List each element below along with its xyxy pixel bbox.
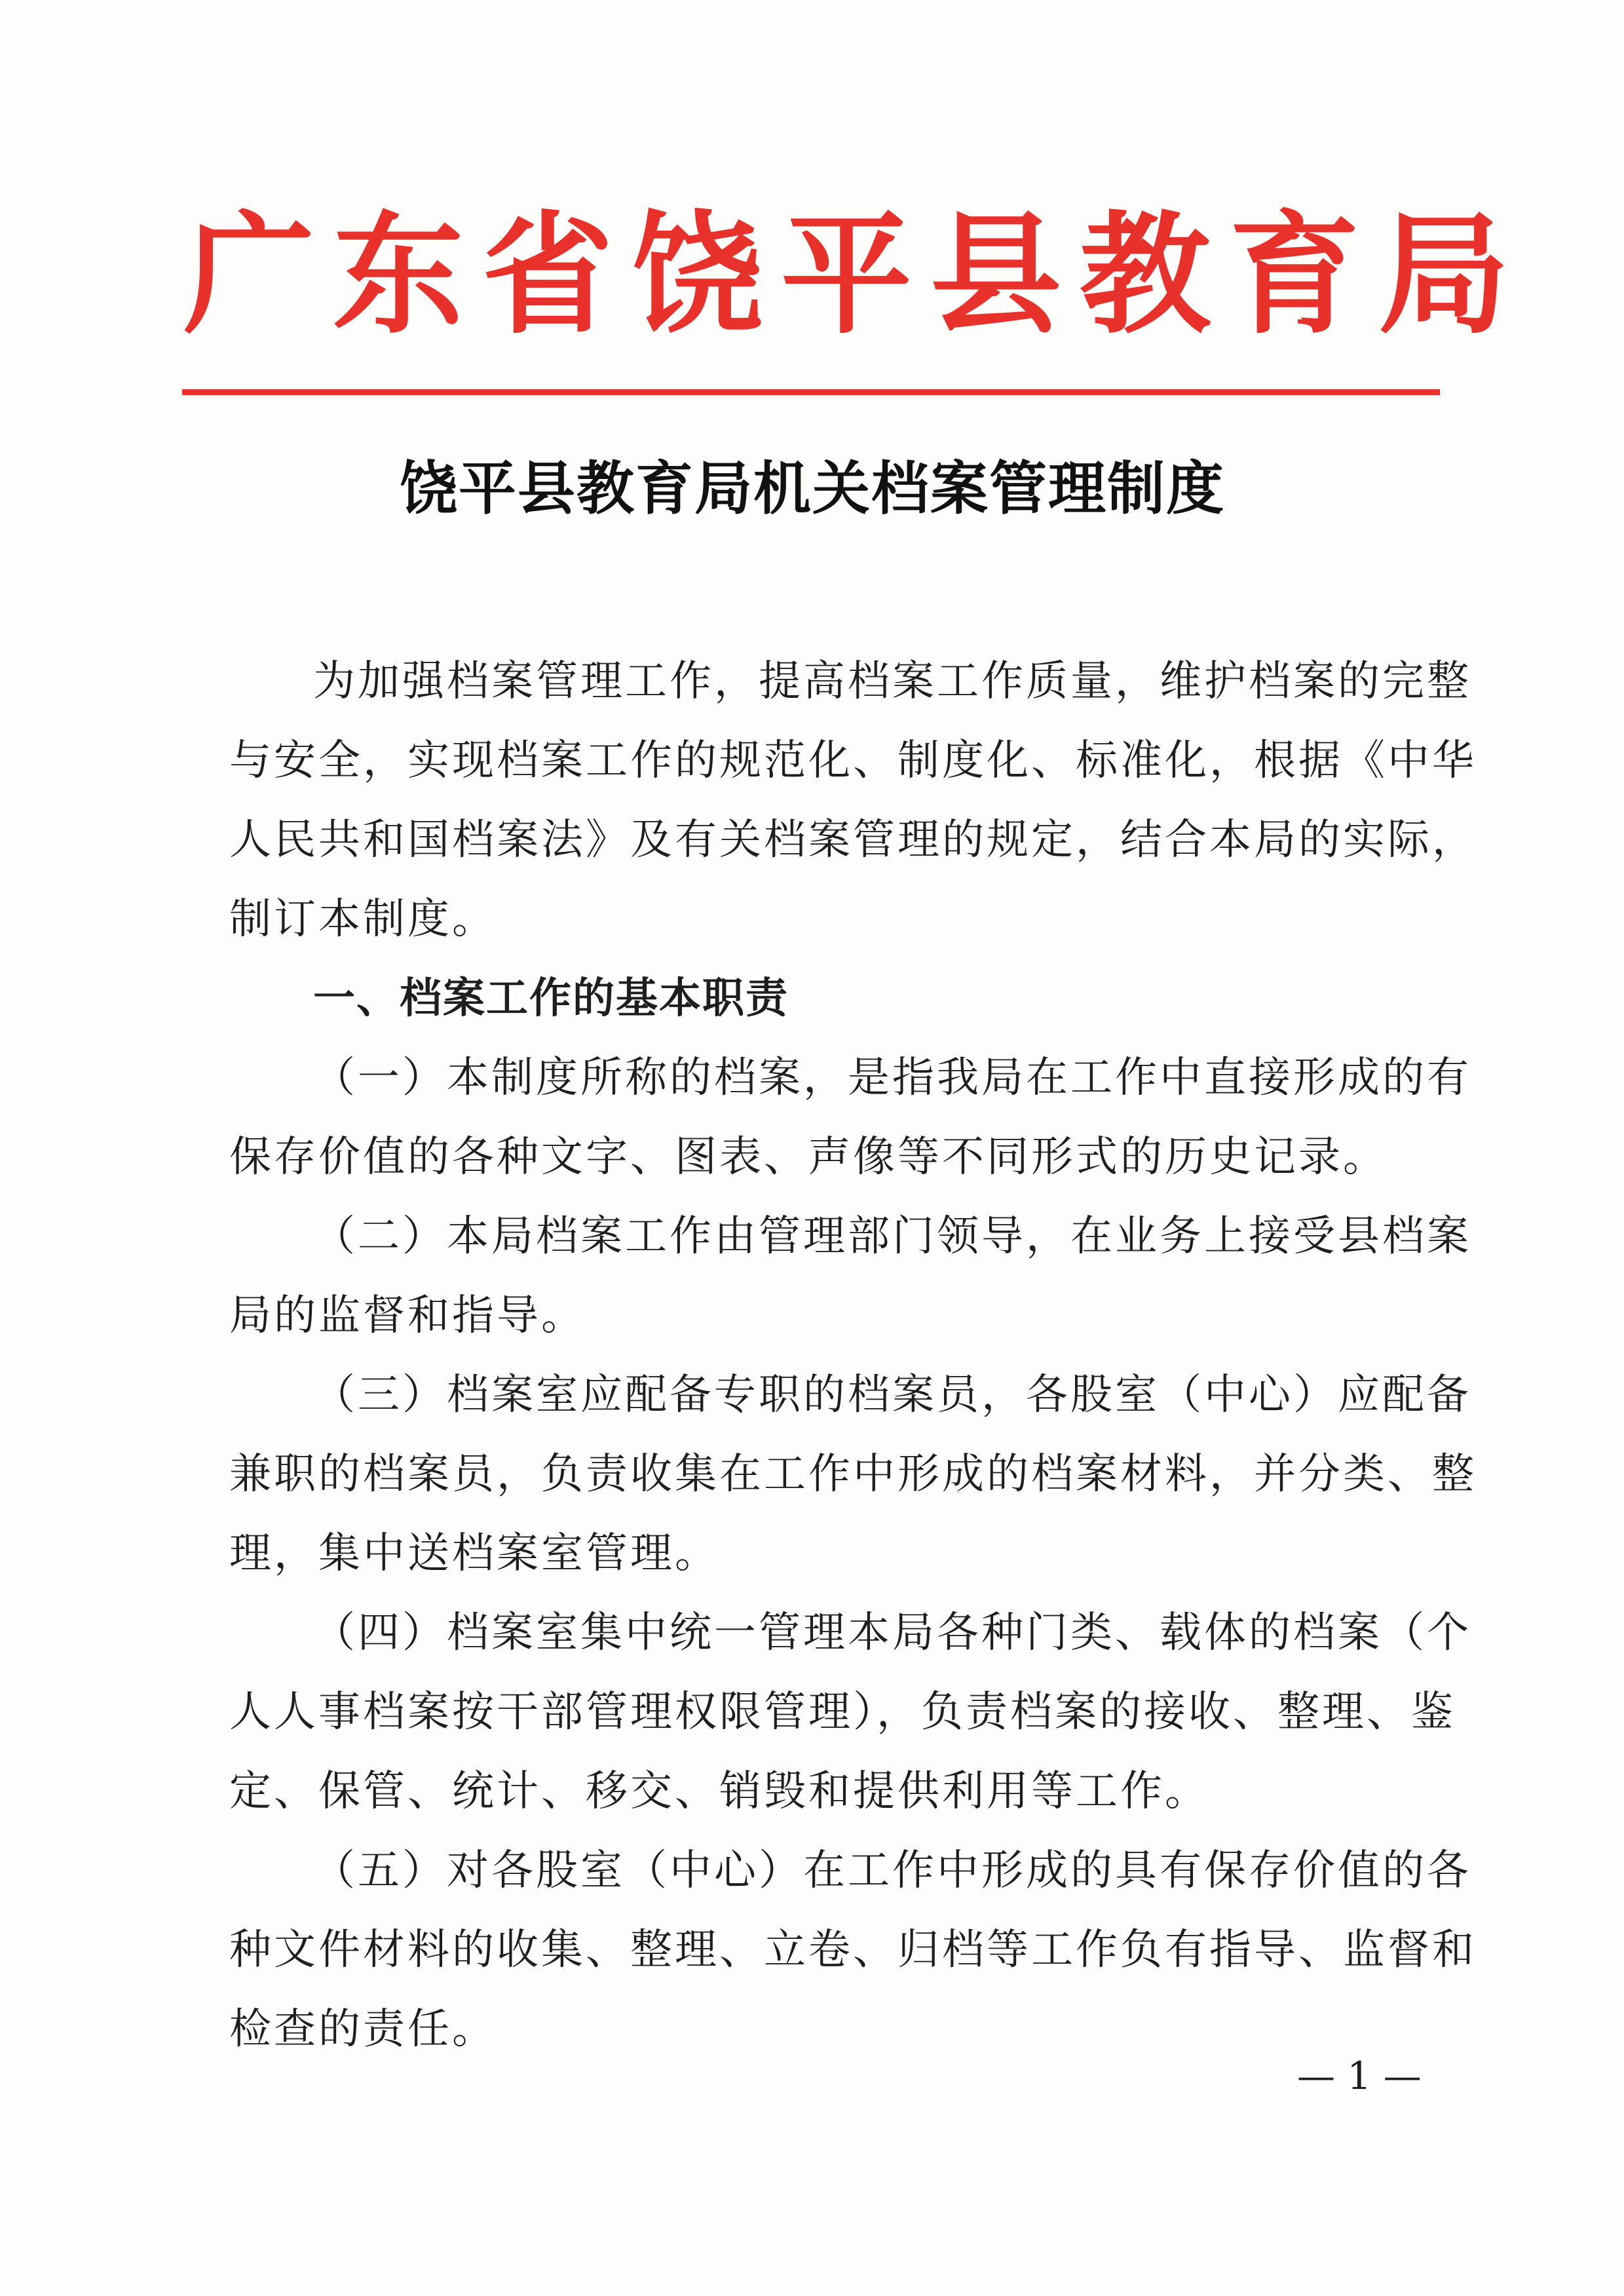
text-line: 为加强档案管理工作，提高档案工作质量，维护档案的完整 [313, 657, 1471, 706]
text-line: （三）档案室应配备专职的档案员，各股室（中心）应配备 [313, 1371, 1471, 1419]
text-line: （一）本制度所称的档案，是指我局在工作中直接形成的有 [313, 1054, 1471, 1102]
clause-5 [229, 1831, 1477, 2069]
intro-paragraph [229, 642, 1477, 959]
text-line: 局的监督和指导。 [229, 1292, 586, 1340]
section-heading: 一、档案工作的基本职责 [313, 974, 789, 1023]
document-body [229, 642, 1477, 2069]
letterhead-red-divider [182, 389, 1440, 395]
text-line: 人人事档案按干部管理权限管理），负责档案的接收、整理、鉴 [229, 1688, 1456, 1736]
clause-4 [229, 1594, 1471, 1831]
text-line: 种文件材料的收集、整理、立卷、归档等工作负有指导、监督和 [229, 1926, 1477, 1974]
document-title: 饶平县教育局机关档案管理制度 [399, 454, 1225, 522]
text-line: 人民共和国档案法》及有关档案管理的规定，结合本局的实际， [229, 816, 1477, 864]
clause-3 [229, 1356, 1477, 1594]
text-line: 制订本制度。 [229, 895, 497, 944]
text-line: （四）档案室集中统一管理本局各种门类、载体的档案（个 [313, 1609, 1471, 1657]
clause-1 [229, 1039, 1471, 1197]
text-line: 与安全，实现档案工作的规范化、制度化、标准化，根据《中华 [229, 737, 1477, 785]
text-line: 检查的责任。 [229, 2005, 497, 2054]
page-number: — 1 — [1297, 2054, 1422, 2098]
text-line: 兼职的档案员，负责收集在工作中形成的档案材料，并分类、整 [229, 1450, 1477, 1499]
letterhead-title: 广东省饶平县教育局 [183, 198, 1528, 352]
text-line: 保存价值的各种文字、图表、声像等不同形式的历史记录。 [229, 1133, 1388, 1181]
text-line: （五）对各股室（中心）在工作中形成的具有保存价值的各 [313, 1846, 1471, 1895]
clause-2 [229, 1197, 1471, 1356]
text-line: 理，集中送档案室管理。 [229, 1529, 719, 1578]
text-line: （二）本局档案工作由管理部门领导，在业务上接受县档案 [313, 1212, 1471, 1261]
text-line: 定、保管、统计、移交、销毁和提供利用等工作。 [229, 1767, 1209, 1816]
